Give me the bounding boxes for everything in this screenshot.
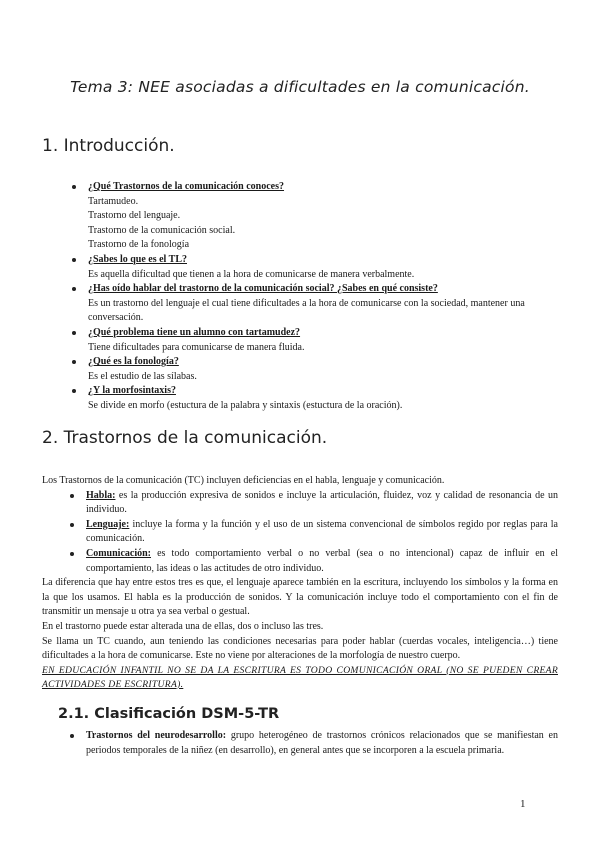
warning-note: EN EDUCACIÓN INFANTIL NO SE DA LA ESCRITURA ES TODO COMUNICACIÓN ORAL (NO SE PUEDEN CREAR ACTIVIDADES DE ESCRITURA).: [42, 664, 558, 690]
paragraph: En el trastorno puede estar alterada una de ellas, dos o incluso las tres.: [42, 620, 324, 632]
definition-item: [56, 518, 558, 547]
section-2-body: [42, 474, 558, 691]
intro-paragraph: Los Trastornos de la comunicación (TC) incluyen deficiencias en el habla, lenguaje y comunicación.: [42, 475, 445, 486]
list-item: [58, 180, 558, 253]
question-text: ¿Has oído hablar del trastorno de la comunicación social? ¿Sabes en qué consiste?: [88, 283, 438, 295]
definition-term: Habla:: [86, 489, 116, 501]
list-item: [56, 729, 558, 758]
answer-line: Tartamudeo.: [88, 195, 139, 207]
list-item: [58, 253, 558, 282]
definition-item: [56, 489, 558, 518]
section-2-1-heading: 2.1. Clasificación DSM-5-TR: [58, 706, 280, 722]
definition-text: es todo comportamiento verbal o no verbal (sea o no intencional) capaz de influir en el comportamiento, las ideas o las actitudes de otro individuo.: [86, 547, 558, 574]
section-2-1-list: [56, 729, 558, 758]
document-title: Tema 3: NEE asociadas a dificultades en la comunicación.: [70, 78, 530, 96]
paragraph: La diferencia que hay entre estos tres es que, el lenguaje aparece también en la escritura, incluyendo los símbolos y la forma en la que los usamos. El habla es la producción de sonidos. Y la comunicación incluye todo el comportamiento con el fin de transmitir un mensaje u otra ya sea verbal o gestual.: [42, 577, 558, 618]
definition-term: Comunicación:: [86, 547, 151, 559]
list-item: [58, 355, 558, 384]
answer-line: Tiene dificultades para comunicarse de manera fluida.: [88, 341, 305, 353]
section-2-heading: 2. Trastornos de la comunicación.: [42, 428, 328, 448]
answer-line: Trastorno del lenguaje.: [88, 210, 181, 222]
section-1-heading: 1. Introducción.: [42, 136, 175, 156]
list-item: [58, 384, 558, 413]
question-text: ¿Qué es la fonología?: [88, 356, 179, 368]
definition-term: Lenguaje:: [86, 518, 130, 530]
answer-line: Es aquella dificultad que tienen a la hora de comunicarse de manera verbalmente.: [88, 268, 415, 280]
definition-text: es la producción expresiva de sonidos e incluye la articulación, fluidez, voz y calidad de resonancia de un individuo.: [86, 489, 558, 516]
question-text: ¿Y la morfosintaxis?: [88, 385, 176, 397]
answer-line: Es un trastorno del lenguaje el cual tiene dificultades a la hora de comunicarse con la sociedad, mantener una conversación.: [88, 297, 525, 324]
question-text: ¿Qué Trastornos de la comunicación conoces?: [88, 181, 285, 192]
classification-text: grupo heterogéneo de trastornos crónicos relacionados que se manifiestan en periodos temporales de la niñez (en desarrollo), en general antes que se incorporen a la escuela primaria.: [86, 730, 558, 756]
section-1-question-list: [58, 180, 558, 414]
paragraph: Se llama un TC cuando, aun teniendo las condiciones necesarias para poder hablar (cuerdas vocales, inteligencia…) tiene dificultades a la hora de comunicarse. Este no viene por alteraciones de la morfología de nuestro cuerpo.: [42, 635, 558, 662]
definition-item: [56, 547, 558, 576]
answer-line: Trastorno de la fonología: [88, 239, 190, 251]
answer-line: Es el estudio de las sílabas.: [88, 370, 197, 382]
answer-line: Trastorno de la comunicación social.: [88, 224, 236, 236]
list-item: [58, 326, 558, 355]
page-number: 1: [520, 798, 526, 810]
question-text: ¿Sabes lo que es el TL?: [88, 253, 187, 265]
answer-line: Se divide en morfo (estuctura de la palabra y sintaxis (estuctura de la oración).: [88, 399, 403, 411]
list-item: [58, 282, 558, 326]
question-text: ¿Qué problema tiene un alumno con tartamudez?: [88, 326, 301, 338]
classification-term: Trastornos del neurodesarrollo:: [86, 730, 227, 741]
definition-text: incluye la forma y la función y el uso de un sistema convencional de símbolos regido por reglas para la comunicación.: [86, 518, 558, 545]
